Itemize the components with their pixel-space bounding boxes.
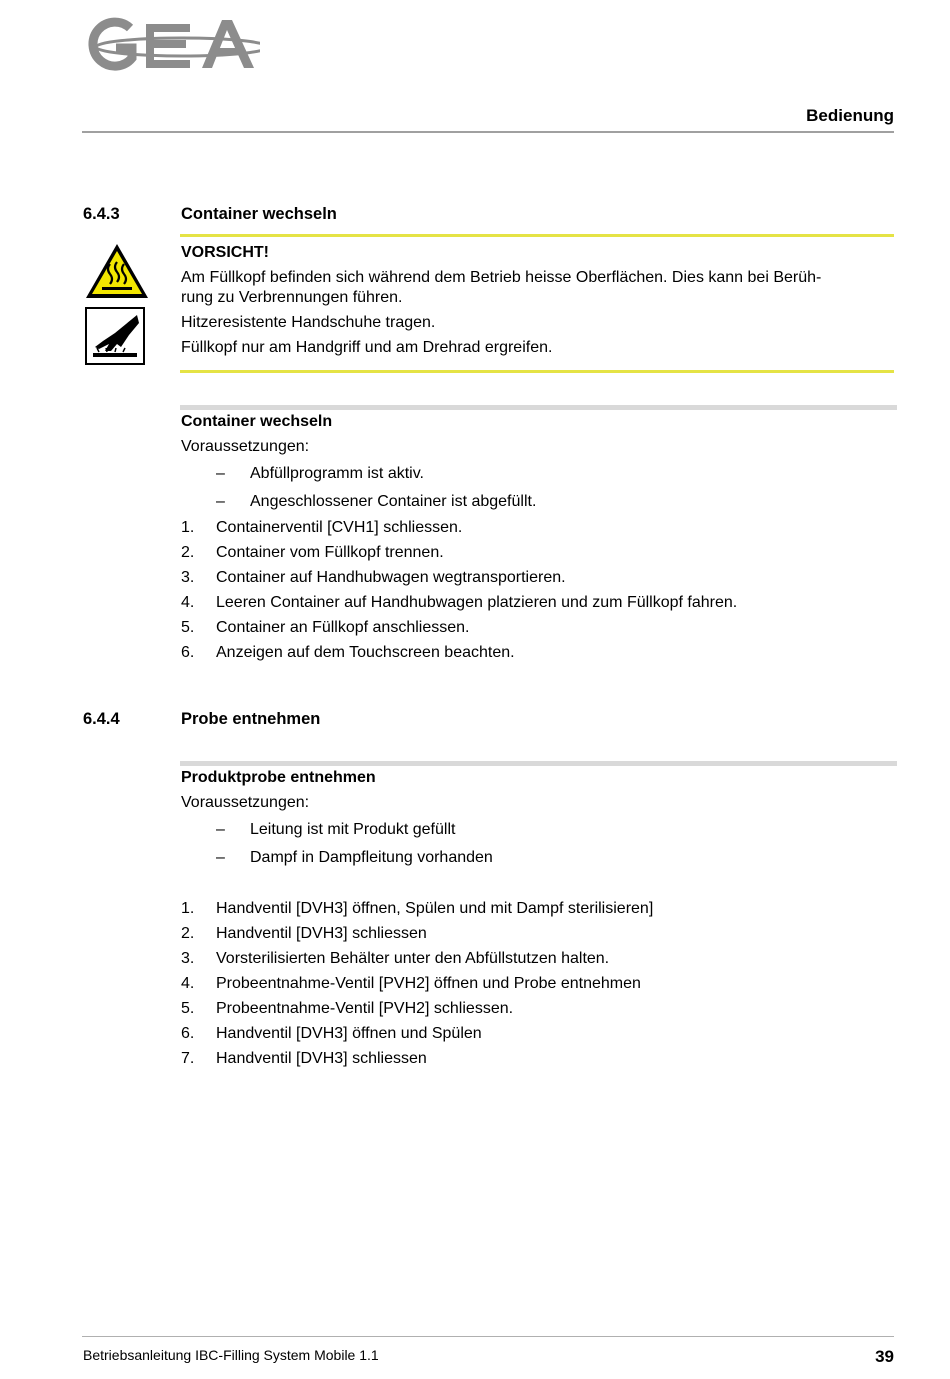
step-number: 6. [181,1025,195,1042]
warning-text-line: rung zu Verbrennungen führen. [181,289,403,306]
step-number: 4. [181,594,195,611]
list-dash: – [216,849,225,866]
prerequisite-item: Dampf in Dampfleitung vorhanden [250,849,493,866]
wear-gloves-icon [85,307,145,365]
procedure-header-bar [180,761,897,766]
warning-text-line: Am Füllkopf befinden sich während dem Betrieb heisse Oberflächen. Dies kann bei Berüh- [181,269,822,286]
footer-divider [82,1336,894,1337]
footer-manual-title: Betriebsanleitung IBC-Filling System Mobile 1.1 [83,1347,379,1363]
prerequisites-label: Voraussetzungen: [181,438,310,455]
step-number: 1. [181,519,195,536]
prerequisite-item: Abfüllprogramm ist aktiv. [250,465,424,482]
step-text: Container auf Handhubwagen wegtransportieren. [216,569,566,586]
procedure-header-bar [180,405,897,410]
warning-text-line: Füllkopf nur am Handgriff und am Drehrad ergreifen. [181,339,553,356]
svg-text:GEA: GEA [82,16,85,17]
step-text: Handventil [DVH3] öffnen, Spülen und mit Dampf sterilisieren] [216,900,654,917]
header-section-label: Bedienung [806,106,894,125]
prerequisite-item: Angeschlossener Container ist abgefüllt. [250,493,537,510]
step-text: Container vom Füllkopf trennen. [216,544,444,561]
procedure-title: Container wechseln [181,413,333,430]
step-text: Handventil [DVH3] schliessen [216,925,427,942]
step-text: Probeentnahme-Ventil [PVH2] öffnen und Probe entnehmen [216,975,641,992]
step-number: 5. [181,619,195,636]
step-number: 5. [181,1000,195,1017]
step-text: Containerventil [CVH1] schliessen. [216,519,463,536]
step-text: Anzeigen auf dem Touchscreen beachten. [216,644,515,661]
step-text: Leeren Container auf Handhubwagen platzieren und zum Füllkopf fahren. [216,594,738,611]
header-divider [82,131,894,133]
step-number: 7. [181,1050,195,1067]
list-dash: – [216,821,225,838]
step-number: 3. [181,569,195,586]
section-number: 6.4.4 [83,710,120,728]
section-number: 6.4.3 [83,205,120,223]
warning-bottom-rule [180,370,894,373]
list-dash: – [216,493,225,510]
warning-text-line: Hitzeresistente Handschuhe tragen. [181,314,436,331]
step-number: 6. [181,644,195,661]
step-text: Handventil [DVH3] öffnen und Spülen [216,1025,482,1042]
prerequisites-label: Voraussetzungen: [181,794,310,811]
step-number: 3. [181,950,195,967]
step-text: Handventil [DVH3] schliessen [216,1050,427,1067]
step-text: Container an Füllkopf anschliessen. [216,619,470,636]
section-title: Probe entnehmen [181,710,321,728]
procedure-title: Produktprobe entnehmen [181,769,376,786]
hot-surface-warning-icon [84,242,150,300]
step-number: 1. [181,900,195,917]
section-title: Container wechseln [181,205,337,223]
warning-top-rule [180,234,894,237]
step-number: 2. [181,544,195,561]
page-number: 39 [875,1347,894,1366]
warning-heading: VORSICHT! [181,244,269,261]
step-text: Vorsterilisierten Behälter unter den Abfüllstutzen halten. [216,950,610,967]
list-dash: – [216,465,225,482]
step-number: 4. [181,975,195,992]
step-number: 2. [181,925,195,942]
gea-logo [82,16,260,76]
step-text: Probeentnahme-Ventil [PVH2] schliessen. [216,1000,514,1017]
prerequisite-item: Leitung ist mit Produkt gefüllt [250,821,456,838]
